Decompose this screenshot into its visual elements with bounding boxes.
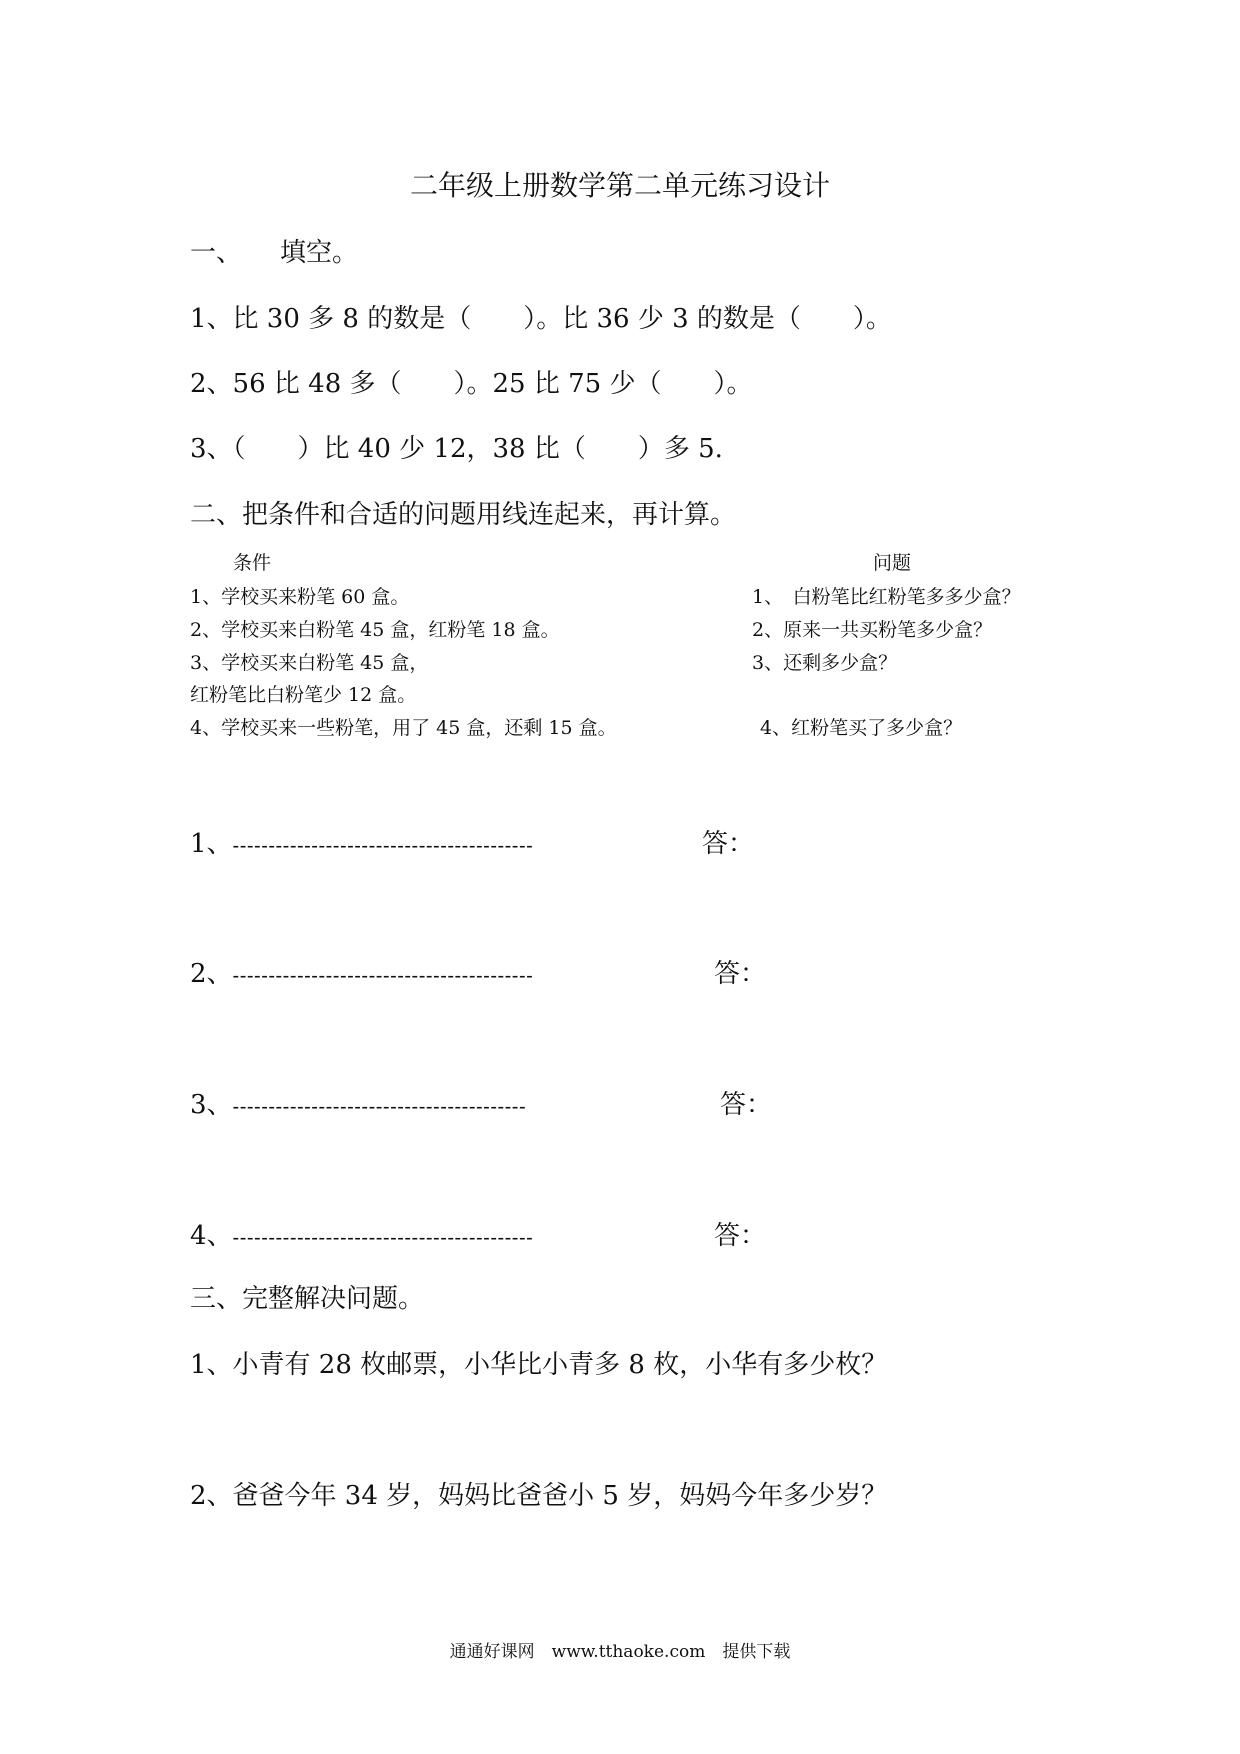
question-4: 4、红粉笔买了多少盒？ <box>760 717 963 739</box>
answer-label-3: 答： <box>720 1090 773 1120</box>
section3-heading: 三、完整解决问题。 <box>190 1284 425 1314</box>
problem-2: 2、爸爸今年 34 岁，妈妈比爸爸小 5 岁，妈妈今年多少岁？ <box>190 1481 888 1511</box>
section1-heading <box>190 232 358 269</box>
question-1: 1、 白粉笔比红粉笔多多少盒？ <box>752 586 1021 608</box>
answer-line-number: 4、 <box>190 1221 233 1251</box>
answer-label-4: 答： <box>714 1221 767 1251</box>
question-2: 2、原来一共买粉笔多少盒？ <box>752 619 993 641</box>
answer-label-1: 答： <box>702 829 755 859</box>
answer-label-2: 答： <box>714 959 767 989</box>
problem-1: 1、小青有 28 枚邮票，小华比小青多 8 枚，小华有多少枚？ <box>190 1350 888 1380</box>
answer-line-dashes: ------------------------------------------ <box>232 965 534 987</box>
page-title: 二年级上册数学第二单元练习设计 <box>409 169 830 202</box>
answer-line-3 <box>190 1084 526 1121</box>
footer: 通通好课网 www.tthaoke.com 提供下载 <box>449 1642 791 1662</box>
answer-line-dashes: ----------------------------------------- <box>232 1096 527 1118</box>
question-3: 3、还剩多少盒？ <box>752 652 898 674</box>
answer-line-dashes: ------------------------------------------ <box>232 835 534 857</box>
answer-line-dashes: ------------------------------------------ <box>232 1227 534 1249</box>
condition-4: 4、学校买来一些粉笔，用了 45 盒，还剩 15 盒。 <box>190 717 617 739</box>
answer-line-2 <box>190 953 533 990</box>
condition-1: 1、学校买来粉笔 60 盒。 <box>190 586 410 608</box>
answer-line-1 <box>190 823 533 860</box>
answer-line-number: 2、 <box>190 959 233 989</box>
questions-header: 问题 <box>873 552 912 574</box>
condition-3-cont: 红粉笔比白粉笔少 12 盒。 <box>190 684 417 706</box>
conditions-header: 条件 <box>233 552 272 574</box>
section2-heading: 二、把条件和合适的问题用线连起来，再计算。 <box>190 500 737 530</box>
condition-2: 2、学校买来白粉笔 45 盒，红粉笔 18 盒。 <box>190 619 560 641</box>
fill-blank-item-2: 2、56 比 48 多（ ）。25 比 75 少（ ）。 <box>190 369 753 399</box>
answer-line-number: 3、 <box>190 1090 233 1120</box>
fill-blank-item-3: 3、（ ）比 40 少 12，38 比（ ）多 5. <box>190 434 723 464</box>
answer-line-4 <box>190 1215 533 1252</box>
fill-blank-item-1: 1、比 30 多 8 的数是（ ）。比 36 少 3 的数是（ ）。 <box>190 304 892 334</box>
section1-heading-text: 填空。 <box>280 238 359 268</box>
section1-number: 一、 <box>190 238 243 268</box>
answer-line-number: 1、 <box>190 829 233 859</box>
condition-3: 3、学校买来白粉笔 45 盒， <box>190 652 429 674</box>
